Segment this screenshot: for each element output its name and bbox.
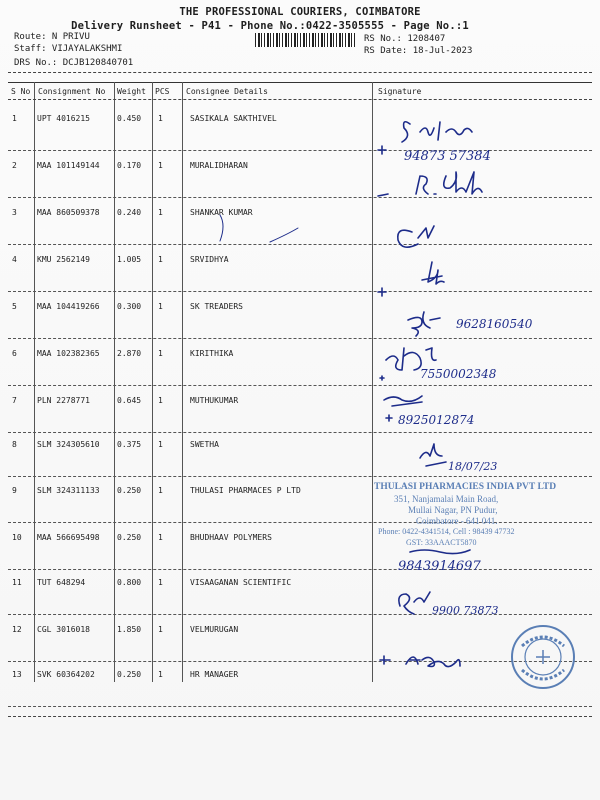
stamp-line: GST: 33AAACT5870 [406, 538, 477, 547]
row-consignee: BHUDHAAV POLYMERS [190, 533, 272, 542]
row-consignee: SHANKAR KUMAR [190, 208, 253, 217]
row-sno: 1 [12, 114, 17, 123]
stamp-line: 351, Nanjamalai Main Road, [394, 494, 499, 504]
column-header-sno: S No [11, 87, 31, 96]
route-label: Route: N PRIVU [14, 32, 90, 42]
column-header-consignment: Consignment No [38, 87, 106, 96]
signature-phone-5: 9628160540 [456, 317, 533, 331]
row-weight: 0.375 [117, 440, 142, 449]
row-consignment: CGL 3016018 [37, 625, 90, 634]
row-consignee: VISAAGANAN SCIENTIFIC [190, 578, 292, 587]
row-consignment: MAA 860509378 [37, 208, 100, 217]
row-consignment: SLM 324311133 [37, 486, 100, 495]
stamp-line: Phone: 0422-4341514, Cell : 98439 47732 [378, 527, 515, 536]
row-weight: 0.800 [117, 578, 142, 587]
table-bottom-rule [8, 716, 592, 717]
row-consignee: VELMURUGAN [190, 625, 239, 634]
row-consignee: SRVIDHYA [190, 255, 229, 264]
row-consignee: SASIKALA SAKTHIVEL [190, 114, 277, 123]
row-pcs: 1 [158, 302, 163, 311]
row-sno: 12 [12, 625, 22, 634]
row-weight: 0.300 [117, 302, 142, 311]
drs-number: DRS No.: DCJB120840701 [14, 58, 134, 68]
row-consignee: SK TREADERS [190, 302, 243, 311]
stamp-line: Mullai Nagar, PN Pudur, [408, 505, 498, 515]
row-sno: 10 [12, 533, 22, 542]
row-consignee: MUTHUKUMAR [190, 396, 239, 405]
row-sno: 11 [12, 578, 22, 587]
row-pcs: 1 [158, 161, 163, 170]
row-consignment: PLN 2278771 [37, 396, 90, 405]
stamp-line: THULASI PHARMACIES INDIA PVT LTD [374, 482, 557, 492]
row-consignment: MAA 102382365 [37, 349, 100, 358]
document-title: THE PROFESSIONAL COURIERS, COIMBATORE [179, 6, 421, 18]
column-header-pcs: PCS [155, 87, 170, 96]
company-stamp [372, 480, 592, 550]
row-pcs: 1 [158, 349, 163, 358]
row-pcs: 1 [158, 440, 163, 449]
row-consignment: SVK 60364202 [37, 670, 95, 679]
staff-label: Staff: VIJAYALAKSHMI [14, 44, 123, 54]
row-pcs: 1 [158, 578, 163, 587]
stamp-line: Coimbatore - 641 041. [416, 516, 498, 526]
row-weight: 0.250 [117, 670, 142, 679]
row-consignment: TUT 648294 [37, 578, 86, 587]
signature-phone-10: 9843914697 [398, 559, 481, 574]
row-consignee: MURALIDHARAN [190, 161, 248, 170]
row-weight: 1.005 [117, 255, 142, 264]
row-weight: 0.450 [117, 114, 142, 123]
round-seal-stamp [508, 622, 578, 692]
row-consignee: SWETHA [190, 440, 219, 449]
signature-phone-11: 9900 73873 [432, 604, 499, 617]
row-consignee: HR MANAGER [190, 670, 239, 679]
row-weight: 0.240 [117, 208, 142, 217]
row-weight: 0.645 [117, 396, 142, 405]
row-pcs: 1 [158, 670, 163, 679]
row-pcs: 1 [158, 208, 163, 217]
row-sno: 13 [12, 670, 22, 679]
row-pcs: 1 [158, 396, 163, 405]
row-sno: 9 [12, 486, 17, 495]
row-sno: 6 [12, 349, 17, 358]
row-weight: 1.850 [117, 625, 142, 634]
row-pcs: 1 [158, 533, 163, 542]
row-consignment: MAA 566695498 [37, 533, 100, 542]
row-sno: 4 [12, 255, 17, 264]
row-consignment: SLM 324305610 [37, 440, 100, 449]
row-sno: 5 [12, 302, 17, 311]
row-consignment: UPT 4016215 [37, 114, 90, 123]
column-header-signature: Signature [378, 87, 422, 96]
signature-date-8: 18/07/23 [448, 460, 498, 473]
row-consignment: MAA 101149144 [37, 161, 100, 170]
row-pcs: 1 [158, 486, 163, 495]
row-weight: 0.170 [117, 161, 142, 170]
row-pcs: 1 [158, 114, 163, 123]
rs-number: RS No.: 1208407 [364, 34, 446, 44]
row-sno: 8 [12, 440, 17, 449]
row-weight: 0.250 [117, 486, 142, 495]
row-sno: 2 [12, 161, 17, 170]
signature-phone-7: 8925012874 [398, 413, 475, 427]
document-subtitle: Delivery Runsheet - P41 - Phone No.:0422-3505555 - Page No.:1 [71, 20, 469, 32]
row-consignment: KMU 2562149 [37, 255, 90, 264]
row-sno: 3 [12, 208, 17, 217]
column-header-weight: Weight [117, 87, 146, 96]
signature-phone-6: 7550002348 [420, 367, 497, 381]
row-sno: 7 [12, 396, 17, 405]
row-pcs: 1 [158, 625, 163, 634]
rs-date: RS Date: 18-Jul-2023 [364, 46, 473, 56]
row-consignee: KIRITHIKA [190, 349, 234, 358]
row-weight: 0.250 [117, 533, 142, 542]
row-consignment: MAA 104419266 [37, 302, 100, 311]
column-header-consignee: Consignee Details [186, 87, 268, 96]
row-pcs: 1 [158, 255, 163, 264]
row-consignee: THULASI PHARMACES P LTD [190, 486, 301, 495]
row-weight: 2.870 [117, 349, 142, 358]
signature-phone-1: 94873 57384 [404, 149, 491, 164]
